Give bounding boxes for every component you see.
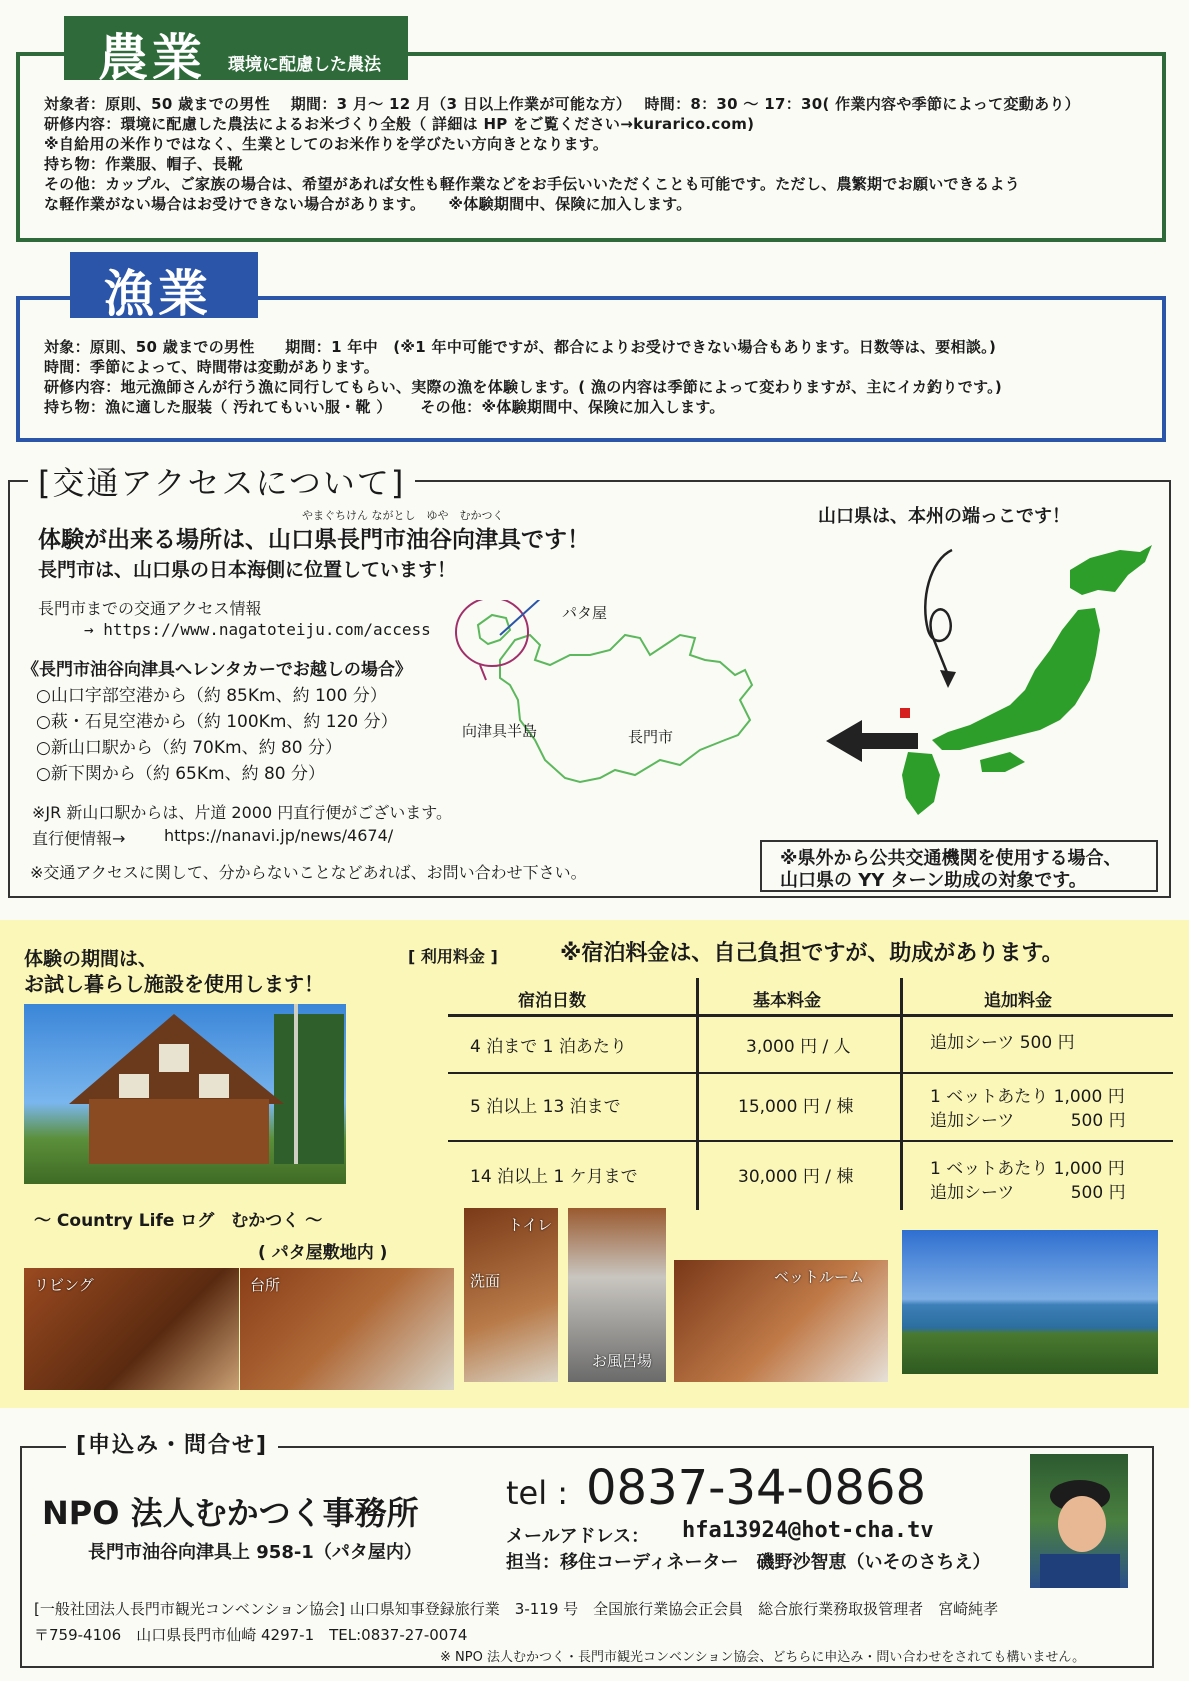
fee-table (448, 978, 1173, 1210)
transit-note-1: ※県外から公共交通機関を使用する場合、 (780, 848, 1122, 869)
agriculture-line: 対象者：原則、50 歳までの男性 期間：3 月～ 12 月（3 日以上作業が可能な方） 時間：8：30 ～ 17：30( 作業内容や季節によって変動あり） (44, 95, 1080, 113)
rental-title: 《長門市油谷向津具へレンタカーでお越しの場合》 (22, 660, 412, 680)
map-label-pataya: パタ屋 (562, 604, 608, 622)
toilet-caption: トイレ (508, 1216, 553, 1234)
fee-row-days: 5 泊以上 13 泊まで (470, 1097, 621, 1117)
fee-row-extra: 追加シーツ 500 円 (930, 1111, 1126, 1131)
fee-label: [ 利用料金 ] (408, 947, 498, 966)
wash-caption: 洗面 (470, 1272, 501, 1290)
fee-row-extra: 1 ベットあたり 1,000 円 (930, 1087, 1125, 1107)
living-caption: リビング (34, 1276, 94, 1294)
bath-photo (568, 1208, 666, 1382)
shikoku-shape (980, 752, 1025, 772)
route-item: ○山口宇部空港から（約 85Km、約 100 分） (36, 686, 387, 706)
fee-row-base: 15,000 円 / 棟 (738, 1097, 854, 1117)
fishing-line: 時間：季節によって、時間帯は変動があります。 (44, 358, 380, 376)
access-contact-note: ※交通アクセスに関して、分からないことなどあれば、お問い合わせ下さい。 (30, 863, 587, 882)
subsidy-note: ※宿泊料金は、自己負担ですが、助成があります。 (560, 941, 1064, 966)
pataya-arrow (500, 600, 552, 635)
peninsula-arrow (480, 665, 486, 680)
fee-row-days: 14 泊以上 1 ケ月まで (470, 1167, 638, 1187)
route-item: ○萩・石見空港から（約 100Km、約 120 分） (36, 712, 398, 732)
fishing-line: 持ち物：漁に適した服装（ 汚れてもいい服・靴 ） その他：※体験期間中、保険に加入します。 (44, 398, 725, 416)
transit-note-2: 山口県の YY ターン助成の対象です。 (780, 870, 1087, 891)
tel-label: tel : (506, 1474, 569, 1512)
agriculture-line: な軽作業がない場合はお受けできない場合があります。 ※体験期間中、保険に加入します。 (44, 195, 692, 213)
fee-row-days: 4 泊まで 1 泊あたり (470, 1037, 627, 1057)
hokkaido-shape (1070, 545, 1152, 595)
fee-header-base: 基本料金 (753, 991, 821, 1011)
fee-row-extra: 1 ベットあたり 1,000 円 (930, 1159, 1125, 1179)
mail-address[interactable]: hfa13924@hot-cha.tv (682, 1518, 934, 1543)
kitchen-photo (240, 1268, 454, 1390)
bedroom-caption: ベットルーム (774, 1268, 865, 1286)
living-photo (24, 1268, 239, 1390)
bedroom-photo (674, 1260, 888, 1382)
yamaguchi-marker (900, 708, 910, 718)
nagato-outline (500, 635, 752, 782)
nagato-map (440, 600, 820, 820)
coordinator-avatar (1030, 1454, 1128, 1588)
route-item: ○新山口駅から（約 70Km、約 80 分） (36, 738, 343, 758)
fishing-line: 研修内容：地元漁師さんが行う漁に同行してもらい、実際の漁を体験します。( 漁の内容は季節によって変わりますが、主にイカ釣りです。) (44, 378, 1003, 396)
fee-row-base: 3,000 円 / 人 (746, 1037, 851, 1057)
fee-row-extra: 追加シーツ 500 円 (930, 1033, 1075, 1053)
japan-map (900, 540, 1160, 830)
fishing-details (44, 337, 1002, 417)
direct-bus-link[interactable]: https://nanavi.jp/news/4674/ (164, 826, 394, 845)
bath-caption: お風呂場 (592, 1352, 653, 1370)
sea-view-photo (902, 1230, 1158, 1374)
pataya-circle (456, 600, 528, 666)
fee-header-days: 宿泊日数 (518, 991, 586, 1011)
contact-heading: [申込み・問合せ] (66, 1428, 278, 1459)
access-heading: [交通アクセスについて] (28, 458, 415, 504)
agriculture-line: 持ち物：作業服、帽子、長靴 (44, 155, 243, 173)
org-address: 長門市油谷向津具上 958-1（パタ屋内） (88, 1542, 422, 1563)
map-label-peninsula: 向津具半島 (462, 722, 538, 740)
kitchen-caption: 台所 (250, 1276, 281, 1294)
footer-line-1: [一般社団法人長門市観光コンベンション協会] 山口県知事登録旅行業 3-119 号 全国旅行業協会正会員 総合旅行業務取扱管理者 宮崎純孝 (34, 1600, 999, 1618)
agriculture-line: ※自給用の米作りではなく、生業としてのお米作りを学びたい方向きとなります。 (44, 135, 609, 153)
agriculture-subtitle: 環境に配慮した農法 (228, 55, 381, 75)
access-headline: 体験が出来る場所は、山口県長門市油谷向津具です！ (38, 527, 590, 553)
agriculture-line: 研修内容：環境に配慮した農法によるお米づくり全般（ 詳細は HP をご覧ください→kurarico.com) (44, 115, 755, 133)
stay-intro-1: 体験の期間は、 (24, 948, 158, 970)
agriculture-title: 農業 (98, 29, 206, 87)
mail-label: メールアドレス： (506, 1526, 650, 1547)
house-name: ～ Country Life ログ むかつく ～ (34, 1211, 323, 1231)
wash-toilet-photo (464, 1208, 558, 1382)
route-item: ○新下関から（約 65Km、約 80 分） (36, 764, 326, 784)
house-location: ( パタ屋敷地内 ) (258, 1243, 388, 1263)
fishing-line: 対象：原則、50 歳までの男性 期間：1 年中 (※1 年中可能ですが、都合によりお受けできない場合もあります。日数等は、要相談。) (44, 338, 997, 356)
access-info-link[interactable]: → https://www.nagatoteiju.com/access (84, 620, 431, 639)
fee-header-extra: 追加料金 (984, 991, 1052, 1011)
kyushu-shape (902, 752, 940, 815)
jr-note: ※JR 新山口駅からは、片道 2000 円直行便がございます。 (32, 803, 452, 822)
access-ruby: やまぐちけん ながとし ゆや むかつく (302, 509, 504, 522)
stay-intro-2: お試し暮らし施設を使用します！ (24, 972, 324, 996)
footer-line-3: ※ NPO 法人むかつく・長門市観光コンベンション協会、どちらに申込み・問い合わせをされても構いません。 (440, 1650, 1086, 1665)
map-label-city: 長門市 (628, 728, 674, 746)
fee-row-extra: 追加シーツ 500 円 (930, 1183, 1126, 1203)
direct-bus-label: 直行便情報→ (32, 829, 126, 848)
rental-routes (36, 683, 398, 787)
log-house-photo (24, 1004, 346, 1184)
agriculture-details (44, 94, 1080, 214)
footer-line-2: 〒759-4106 山口県長門市仙崎 4297-1 TEL:0837-27-0074 (34, 1626, 468, 1644)
japan-caption: 山口県は、本州の端っこです！ (818, 506, 1070, 527)
tel-number[interactable]: 0837-34-0868 (586, 1460, 927, 1516)
fishing-title: 漁業 (104, 265, 212, 323)
agriculture-line: その他：カップル、ご家族の場合は、希望があれば女性も軽作業などをお手伝いいただくことも可能です。ただし、農繁期でお願いできるよう (44, 175, 1021, 193)
org-name: NPO 法人むかつく事務所 (42, 1494, 419, 1532)
fee-row-base: 30,000 円 / 棟 (738, 1167, 854, 1187)
access-headline-2: 長門市は、山口県の日本海側に位置しています！ (38, 559, 457, 581)
contact-person: 担当：移住コーディネーター 磯野沙智恵（いそのさちえ） (506, 1552, 991, 1573)
honshu-shape (932, 608, 1100, 750)
access-info-label: 長門市までの交通アクセス情報 (38, 599, 262, 618)
spiral-arrow-icon (925, 550, 952, 675)
